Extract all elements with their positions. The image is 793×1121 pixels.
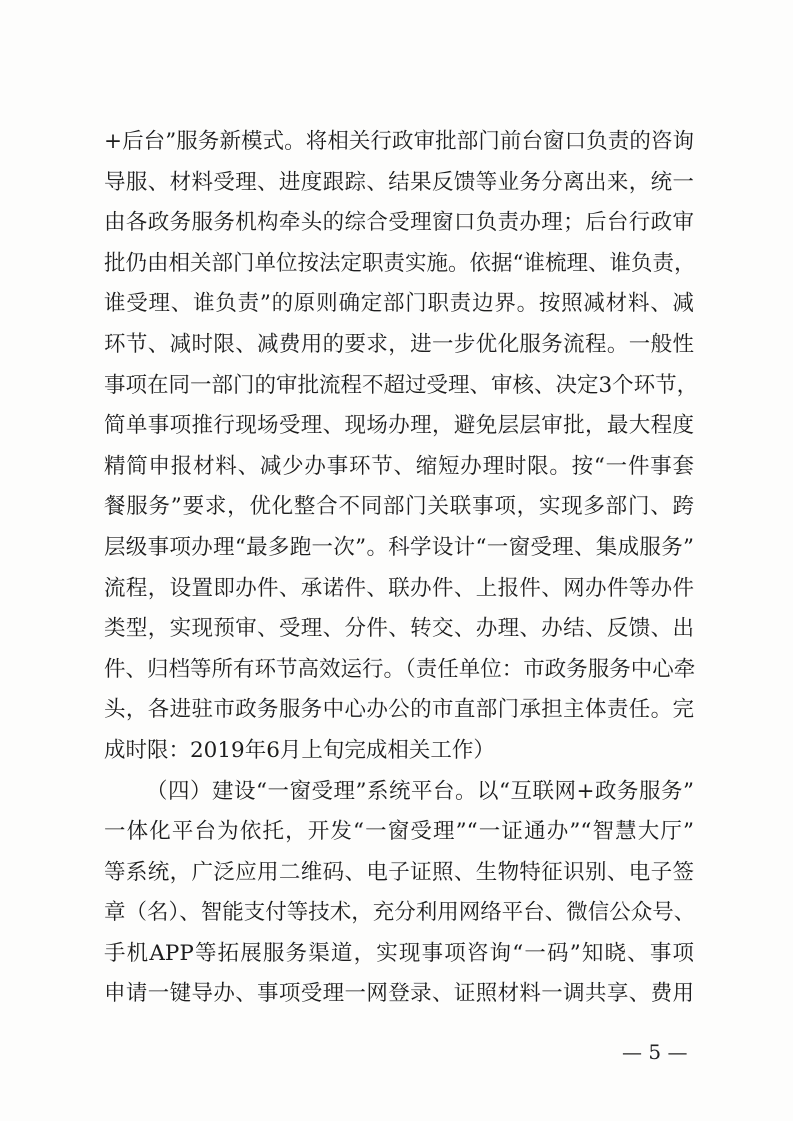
text-line: 批仍由相关部门单位按法定职责实施。依据“谁梳理、谁负责，	[104, 250, 696, 276]
text-line: +后台”服务新模式。将相关行政审批部门前台窗口负责的咨询	[104, 129, 694, 154]
text-line: 导服、材料受理、进度跟踪、结果反馈等业务分离出来，统一	[104, 169, 694, 195]
text-line: 手机APP等拓展服务渠道，实现事项咨询“一码”知晓、事项	[104, 940, 694, 966]
text-line: 精简申报材料、减少办事环节、缩短办理时限。按“一件事套	[104, 453, 694, 479]
text-line: 谁受理、谁负责”的原则确定部门职责边界。按照减材料、减	[104, 291, 694, 317]
text-line: 等系统，广泛应用二维码、电子证照、生物特征识别、电子签	[104, 859, 694, 885]
body-text	[104, 122, 699, 1015]
text-line: 件、归档等所有环节高效运行。（责任单位：市政务服务中心牵	[104, 656, 696, 682]
text-line: 申请一键导办、事项受理一网登录、证照材料一调共享、费用	[104, 981, 694, 1007]
text-line: 成时限：2019年6月上旬完成相关工作）	[104, 737, 495, 763]
text-line: 头，各进驻市政务服务中心办公的市直部门承担主体责任。完	[104, 697, 694, 723]
text-line: 层级事项办理“最多跑一次”。科学设计“一窗受理、集成服务”	[104, 534, 694, 560]
text-line: 类型，实现预审、受理、分件、转交、办理、办结、反馈、出	[104, 616, 694, 642]
text-line: 一体化平台为依托，开发“一窗受理”“一证通办”“智慧大厅”	[104, 819, 694, 845]
section-heading-line: （四）建设“一窗受理”系统平台。以“互联网+政务服务”	[146, 778, 694, 804]
page-number: — 5 —	[622, 1040, 688, 1064]
text-line: 事项在同一部门的审批流程不超过受理、审核、决定3个环节，	[104, 372, 699, 398]
text-line: 由各政务服务机构牵头的综合受理窗口负责办理；后台行政审	[104, 210, 694, 236]
text-line: 餐服务”要求，优化整合不同部门关联事项，实现多部门、跨	[104, 494, 694, 520]
text-line: 章（名）、智能支付等技术，充分利用网络平台、微信公众号、	[104, 900, 696, 926]
text-line: 流程，设置即办件、承诺件、联办件、上报件、网办件等办件	[104, 575, 694, 601]
text-line: 简单事项推行现场受理、现场办理，避免层层审批，最大程度	[104, 413, 694, 439]
text-line: 环节、减时限、减费用的要求，进一步优化服务流程。一般性	[104, 331, 694, 357]
